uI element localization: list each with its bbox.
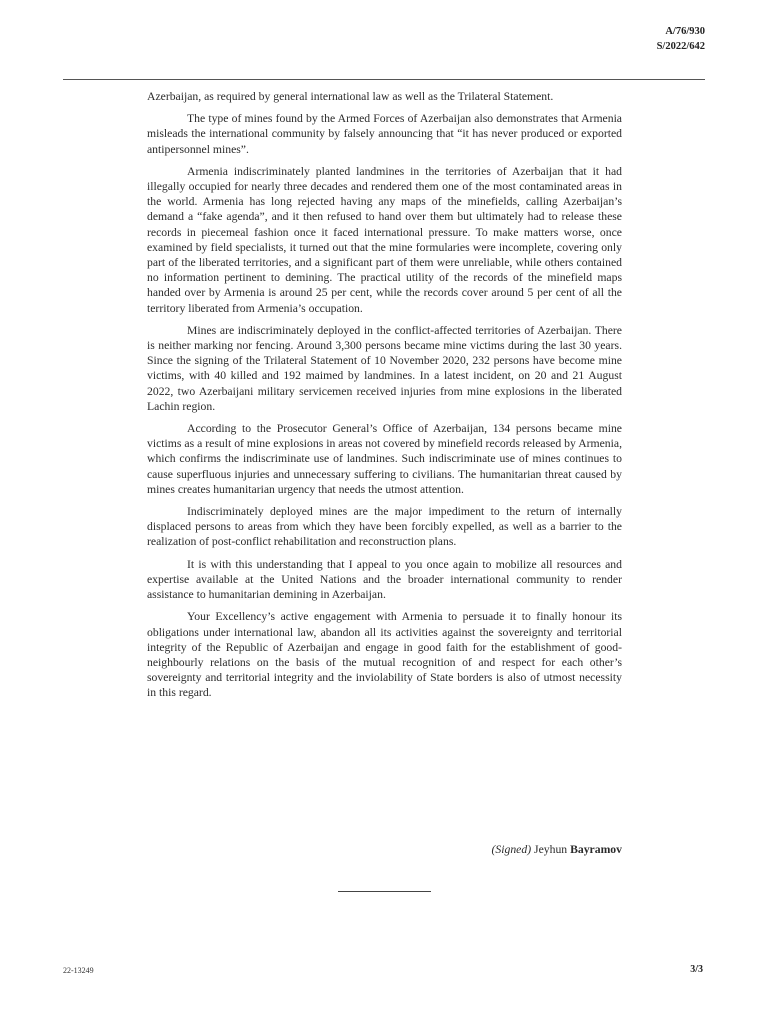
signatory-surname: Bayramov (570, 843, 622, 856)
header-rule (63, 79, 705, 80)
page-number: 3/3 (690, 964, 703, 975)
paragraph: It is with this understanding that I appeal to you once again to mobilize all resources and expertise available at the United Nations and the broader international community to render assistance to humanitarian demining in Azerbaijan. (147, 557, 622, 602)
signatory-given-name: Jeyhun (534, 843, 568, 856)
symbol-general-assembly: A/76/930 (665, 26, 705, 37)
document-number: 22-13249 (63, 966, 94, 975)
letter-body (147, 89, 622, 708)
signed-label: (Signed) (491, 843, 532, 856)
symbol-security-council: S/2022/642 (656, 41, 705, 52)
paragraph: Your Excellency’s active engagement with Armenia to persuade it to finally honour its obligations under international law, abandon all its activities against the sovereignty and territorial integrity of the Republic of Azerbaijan and engage in good faith for the establishment of good-neighbourly relations on the basis of the mutual recognition of and respect for each other’s sovereignty and territorial integrity and the inviolability of State borders is also of utmost necessity in this regard. (147, 610, 622, 700)
paragraph: According to the Prosecutor General’s Office of Azerbaijan, 134 persons became mine victims as a result of mine explosions in areas not covered by minefield records released by Armenia, which confirms the indiscriminate use of landmines. Such indiscriminate use of mines continues to cause superfluous injuries and unnecessary suffering to civilians. The humanitarian threat caused by mines creates humanitarian urgency that needs the utmost attention. (147, 422, 622, 496)
paragraph: Indiscriminately deployed mines are the major impediment to the return of internally displaced persons to areas from which they have been forcibly expelled, as well as a barrier to the realization of post-conflict rehabilitation and reconstruction plans. (147, 505, 622, 549)
paragraph: Azerbaijan, as required by general international law as well as the Trilateral Statement. (147, 90, 554, 103)
end-of-document-rule (338, 891, 431, 892)
paragraph: Mines are indiscriminately deployed in the conflict-affected territories of Azerbaijan. There is neither marking nor fencing. Around 3,300 persons became mine victims during the last 30 years. Since the signing of the Trilateral Statement of 10 November 2020, 232 persons have become mine victims, with 40 killed and 192 maimed by landmines. In a latest incident, on 20 and 21 August 2022, two Azerbaijani military servicemen received injuries from mine explosions in the liberated Lachin region. (147, 323, 622, 413)
paragraph: The type of mines found by the Armed Forces of Azerbaijan also demonstrates that Armenia misleads the international community by falsely announcing that “it has never produced or exported antipersonnel mines”. (147, 112, 622, 156)
paragraph: Armenia indiscriminately planted landmines in the territories of Azerbaijan that it had illegally occupied for nearly three decades and rendered them one of the most contaminated areas in the world. Armenia has long rejected having any maps of the minefields, calling Azerbaijan’s demand a “fake agenda”, and it then refused to hand over them but ultimately had to release these records in piecemeal fashion once it faced international pressure. To make matters worse, once examined by field specialists, it turned out that the mine formularies were incomplete, covering only part of the liberated territories, and a significant part of them were unreliable, while others contained no information pertinent to demining. The practical utility of the records of the minefield maps handed over by Armenia is around 25 per cent, while the records cover around 5 per cent of all the territory liberated from Armenia’s occupation. (147, 164, 622, 315)
document-symbols (657, 24, 705, 54)
signature-block (492, 843, 623, 856)
